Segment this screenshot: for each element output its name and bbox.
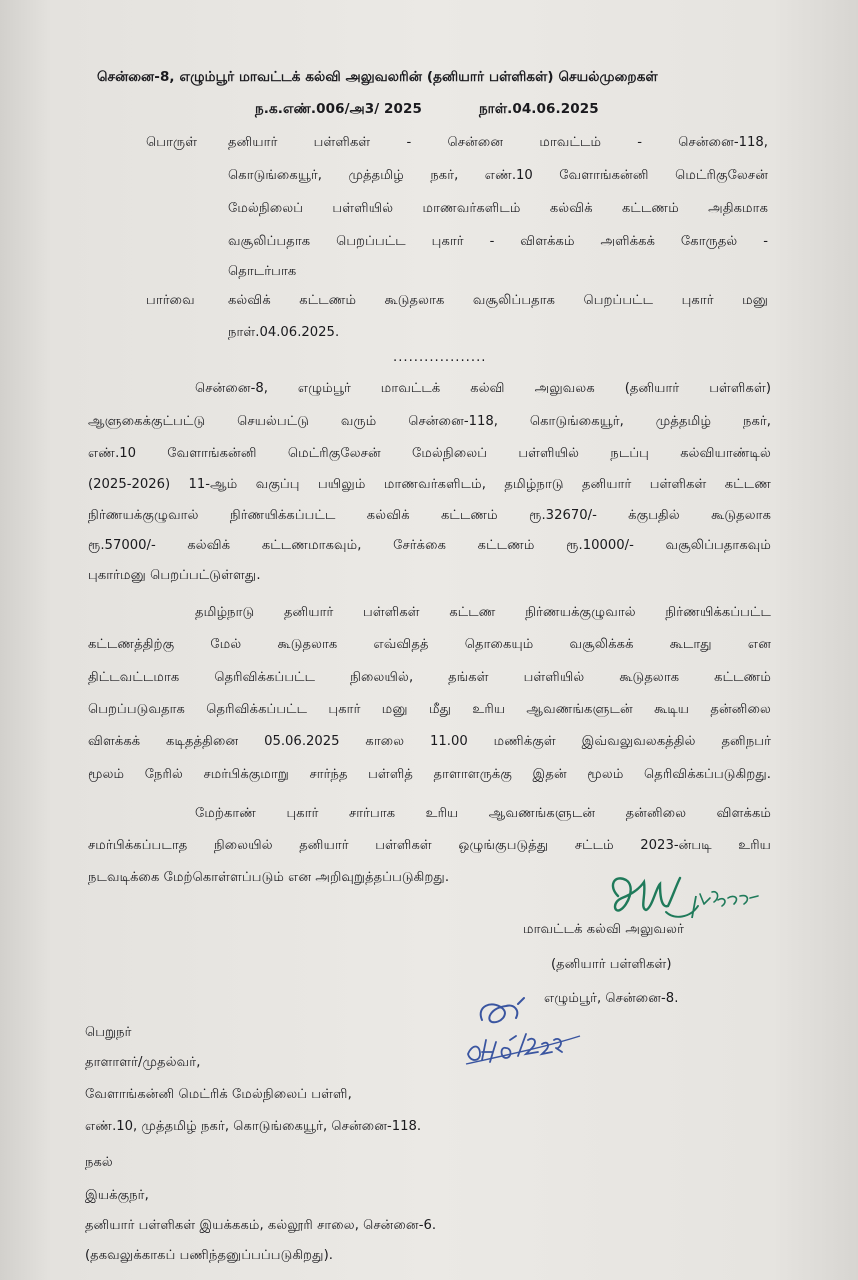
- paragraph-line: புகார்மனு பெறப்பட்டுள்ளது.: [88, 568, 261, 583]
- copy-line: இயக்குநர்,: [85, 1188, 149, 1203]
- subject-line: தனியார் பள்ளிகள் - சென்னை மாவட்டம் - சென்னை-118,: [228, 135, 768, 150]
- copy-line: தனியார் பள்ளிகள் இயக்ககம், கல்லூரி சாலை, சென்னை-6.: [85, 1218, 437, 1233]
- copy-line: (தகவலுக்காகப் பணிந்தனுப்பப்படுகிறது).: [85, 1248, 333, 1263]
- paragraph-line: ஆளுகைக்குட்பட்டு செயல்பட்டு வரும் சென்னை-118, கொடுங்கையூர், முத்தமிழ் நகர்,: [88, 414, 771, 429]
- paragraph-line: தமிழ்நாடு தனியார் பள்ளிகள் கட்டண நிர்ணயக்குழுவால் நிர்ணயிக்கப்பட்ட: [195, 605, 771, 620]
- paragraph-line: மூலம் நேரில் சமர்பிக்குமாறு சார்ந்த பள்ளித் தாளாளருக்கு இதன் மூலம் தெரிவிக்கப்படுகிறது.: [88, 767, 771, 782]
- copy-label: நகல்: [85, 1155, 113, 1170]
- reference-number: ந.க.எண்.006/அ3/ 2025: [255, 101, 423, 117]
- paragraph-line: நிர்ணயக்குழுவால் நிர்ணயிக்கப்பட்ட கல்விக் கட்டணம் ரூ.32670/- க்குபதில் கூடுதலாக: [88, 508, 771, 523]
- subject-label: பொருள்: [146, 135, 198, 150]
- subject-line: மேல்நிலைப் பள்ளியில் மாணவர்களிடம் கல்விக் கட்டணம் அதிகமாக: [228, 201, 768, 216]
- recipient-line: தாளாளர்/முதல்வர்,: [85, 1055, 201, 1070]
- signatory-place: எழும்பூர், சென்னை-8.: [544, 991, 679, 1006]
- separator: ..................: [393, 350, 487, 365]
- paragraph-line: திட்டவட்டமாக தெரிவிக்கப்பட்ட நிலையில், தங்கள் பள்ளியில் கூடுதலாக கட்டணம்: [88, 670, 771, 685]
- signatory-title: மாவட்டக் கல்வி அலுவலர்: [523, 922, 685, 937]
- paragraph-line: சமர்பிக்கப்படாத நிலையில் தனியார் பள்ளிகள் ஒழுங்குபடுத்து சட்டம் 2023-ன்படி உரிய: [88, 838, 771, 853]
- paragraph-line: நடவடிக்கை மேற்கொள்ளப்படும் என அறிவுறுத்தப்படுகிறது.: [88, 870, 450, 885]
- reference-line: நாள்.04.06.2025.: [228, 325, 340, 340]
- paragraph-line: (2025-2026) 11-ஆம் வகுப்பு பயிலும் மாணவர்களிடம், தமிழ்நாடு தனியார் பள்ளிகள் கட்டண: [88, 477, 771, 492]
- signatory-dept: (தனியார் பள்ளிகள்): [551, 957, 672, 972]
- paragraph-line: ரூ.57000/- கல்விக் கட்டணமாகவும், சேர்க்கை கட்டணம் ரூ.10000/- வசூலிப்பதாகவும்: [88, 538, 771, 553]
- subject-line: வசூலிப்பதாக பெறப்பட்ட புகார் - விளக்கம் அளிக்கக் கோருதல் -: [228, 234, 768, 249]
- paragraph-line: விளக்கக் கடிதத்தினை 05.06.2025 காலை 11.00 மணிக்குள் இவ்வலுவலகத்தில் தனிநபர்: [88, 734, 771, 749]
- reference-label: பார்வை: [146, 293, 195, 308]
- subject-line: தொடர்பாக: [228, 264, 297, 279]
- initial-blue: [462, 996, 602, 1068]
- document-date: நாள்.04.06.2025: [479, 101, 599, 117]
- document-title: சென்னை-8, எழும்பூர் மாவட்டக் கல்வி அலுவலரின் (தனியார் பள்ளிகள்) செயல்முறைகள்: [97, 69, 658, 85]
- paragraph-line: மேற்காண் புகார் சார்பாக உரிய ஆவணங்களுடன் தன்னிலை விளக்கம்: [195, 806, 771, 821]
- subject-line: கொடுங்கையூர், முத்தமிழ் நகர், எண்.10 வேளாங்கன்னி மெட்ரிகுலேசன்: [228, 168, 768, 183]
- paragraph-line: கட்டணத்திற்கு மேல் கூடுதலாக எவ்விதத் தொகையும் வசூலிக்கக் கூடாது என: [88, 637, 771, 652]
- reference-line: கல்விக் கட்டணம் கூடுதலாக வசூலிப்பதாக பெறப்பட்ட புகார் மனு: [228, 293, 768, 308]
- paragraph-line: சென்னை-8, எழும்பூர் மாவட்டக் கல்வி அலுவலக (தனியார் பள்ளிகள்): [195, 381, 771, 396]
- paragraph-line: எண்.10 வேளாங்கன்னி மெட்ரிகுலேசன் மேல்நிலைப் பள்ளியில் நடப்பு கல்வியாண்டில்: [88, 446, 771, 461]
- signature-green: [600, 868, 790, 930]
- recipient-label: பெறுநர்: [85, 1025, 132, 1040]
- paragraph-line: பெறப்படுவதாக தெரிவிக்கப்பட்ட புகார் மனு மீது உரிய ஆவணங்களுடன் கூடிய தன்னிலை: [88, 702, 771, 717]
- recipient-line: எண்.10, முத்தமிழ் நகர், கொடுங்கையூர், சென்னை-118.: [85, 1119, 422, 1134]
- recipient-line: வேளாங்கன்னி மெட்ரிக் மேல்நிலைப் பள்ளி,: [85, 1087, 352, 1102]
